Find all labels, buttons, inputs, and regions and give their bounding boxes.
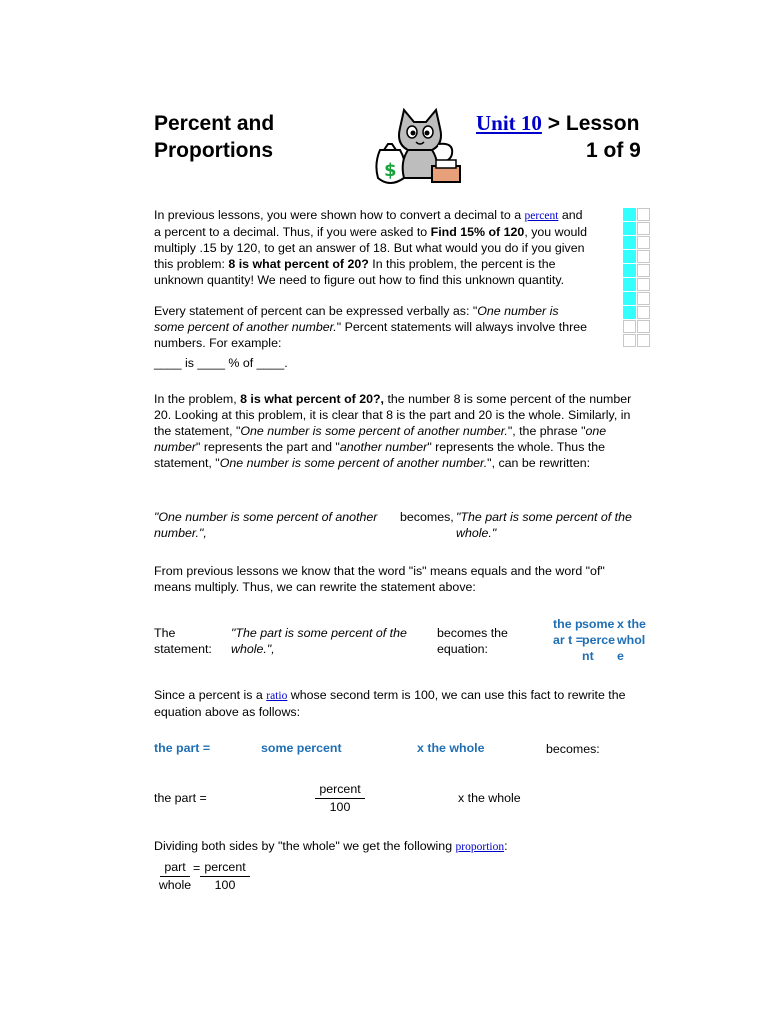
unit-10-link[interactable]: Unit 10 (476, 111, 542, 135)
grid-cell (637, 236, 650, 249)
proportion-equals: = (193, 861, 201, 875)
blue-the-part: the part = (154, 741, 211, 755)
percent-over-100-fraction (312, 781, 368, 816)
cat-mascot-icon (370, 104, 468, 190)
the-statement-label: The statement: (154, 626, 212, 656)
part-over-whole-fraction (154, 859, 196, 894)
grid-cell (637, 264, 650, 277)
part-whole-paragraph: In the problem, 8 is what percent of 20?, the number 8 is some percent of the number 20. Looking at this problem, it is clear that 8 is the part and 20 is the whole. Similarly, in the statement, "One number is some percent of another number.", the phrase "one number" represents the part and "another number" represents the whole. Thus the statement, "One number is some percent of another number.", can be rewritten: (154, 392, 632, 470)
frac-the-part: the part = (154, 791, 207, 805)
lesson-label: > Lesson (541, 112, 640, 135)
percent-grid (623, 208, 653, 348)
grid-cell (637, 292, 650, 305)
equation-col-whole: x the whol e (617, 617, 646, 663)
title-line-2: Proportions (154, 139, 273, 162)
grid-cell (623, 278, 636, 291)
proportion-right-numerator: percent (200, 859, 249, 877)
svg-text:$: $ (384, 160, 397, 181)
grid-cell (637, 334, 650, 347)
ratio-link[interactable]: ratio (266, 690, 288, 702)
grid-cell (623, 222, 636, 235)
grid-cell (623, 264, 636, 277)
percent-link[interactable]: percent (524, 210, 559, 222)
grid-cell (637, 278, 650, 291)
lesson-header (476, 110, 639, 137)
proportion-link[interactable]: proportion (455, 841, 505, 853)
statement-original: "One number is some percent of another number.", (154, 510, 378, 540)
percent-over-100-proportion (200, 859, 250, 894)
grid-cell (623, 320, 636, 333)
equals-multiply-paragraph: From previous lessons we know that the word "is" means equals and the word "of" means multiply. Thus, we can rewrite the statement above: (154, 564, 605, 594)
fraction-numerator: percent (315, 781, 364, 799)
fraction-denominator: 100 (329, 800, 351, 814)
grid-cell (623, 250, 636, 263)
proportion-left-numerator: part (160, 859, 189, 877)
frac-the-whole: x the whole (458, 791, 521, 805)
equation-col-part: the par t = (553, 617, 583, 647)
lesson-count: 1 of 9 (586, 139, 641, 162)
becomes-colon: becomes: (546, 742, 600, 756)
grid-cell (637, 208, 650, 221)
grid-cell (623, 208, 636, 221)
grid-cell (637, 222, 650, 235)
blue-the-whole: x the whole (417, 741, 485, 755)
proportion-right-denominator: 100 (214, 878, 236, 892)
dividing-paragraph: Dividing both sides by "the whole" we get the following proportion: (154, 839, 508, 853)
percent-statement-paragraph: Every statement of percent can be expressed verbally as: "One number is some percent of another number." Percent statements will always involve three numbers. For example: (154, 304, 588, 350)
becomes-equation-label: becomes the equation: (437, 626, 508, 656)
blank-template-line: ____ is ____ % of ____. (154, 356, 288, 370)
grid-cell (637, 250, 650, 263)
grid-cell (623, 306, 636, 319)
becomes-word: becomes, (400, 510, 454, 524)
grid-cell (623, 292, 636, 305)
blue-some-percent: some percent (261, 741, 342, 755)
page-title (154, 110, 274, 164)
grid-cell (637, 320, 650, 333)
equation-col-percent: some perce nt (582, 617, 616, 663)
grid-cell (637, 306, 650, 319)
ratio-paragraph: Since a percent is a ratio whose second term is 100, we can use this fact to rewrite the equation above as follows: (154, 688, 626, 719)
title-line-1: Percent and (154, 112, 275, 135)
proportion-left-denominator: whole (158, 878, 192, 892)
statement-rewritten: "The part is some percent of the whole." (456, 510, 632, 540)
statement-quote: "The part is some percent of the whole.", (231, 626, 407, 656)
grid-cell (623, 334, 636, 347)
intro-paragraph: In previous lessons, you were shown how to convert a decimal to a percent and a percent to a decimal. Thus, if you were asked to Find 15% of 120, you would multiply .15 by 120, to get an answer of 18. But what would you do if you given this problem: 8 is what percent of 20? In this problem, the percent is the unknown quantity! We need to figure out how to find this unknown quantity. (154, 208, 587, 287)
grid-cell (623, 236, 636, 249)
